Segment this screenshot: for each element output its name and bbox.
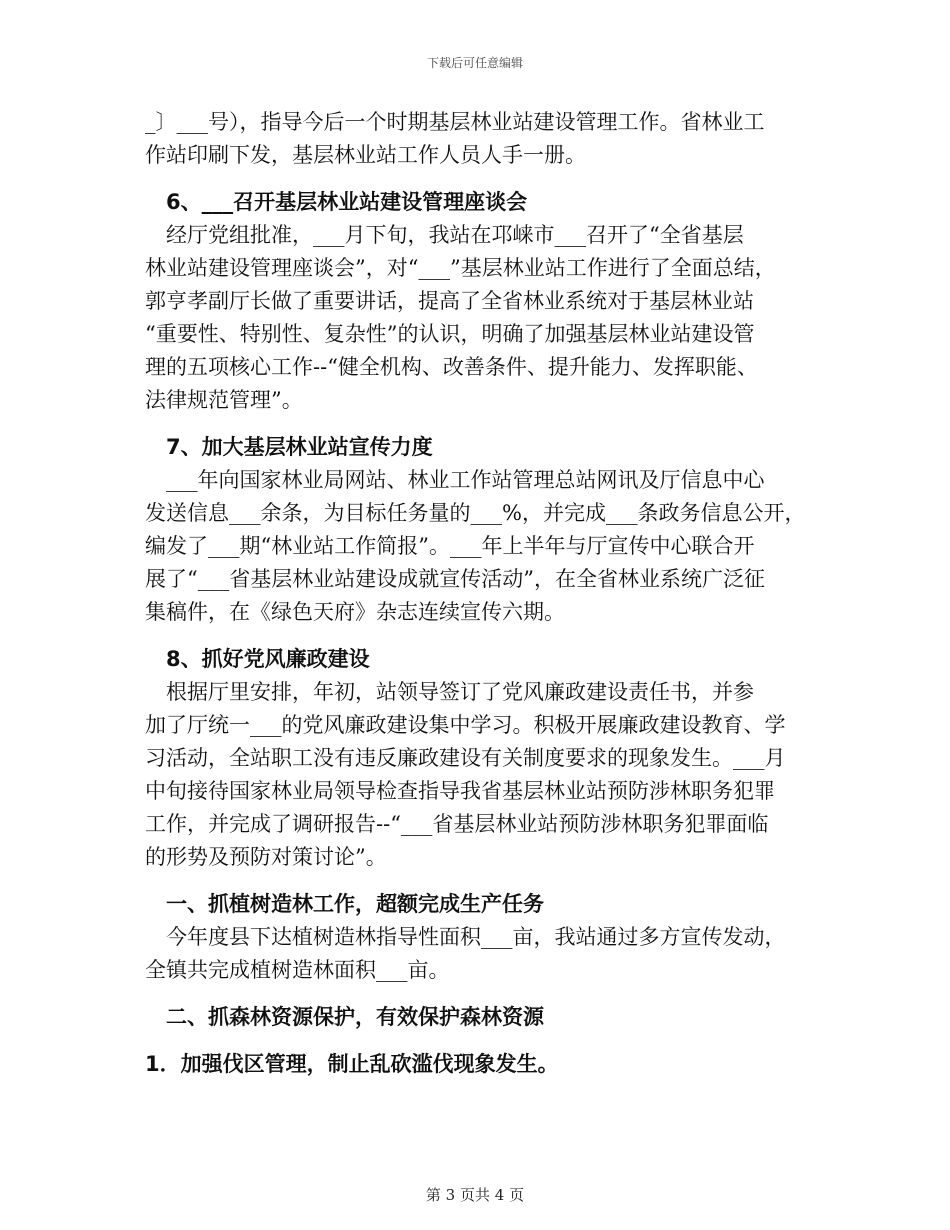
paragraph-line: 今年度县下达植树造林指导性面积___亩，我站通过多方宣传发动， [145, 925, 786, 949]
paragraph-line: 经厅党组批准，___月下旬，我站在邛崃市___召开了“全省基层 [145, 223, 744, 247]
paragraph-line: 习活动，全站职工没有违反廉政建设有关制度要求的现象发生。___月 [145, 746, 786, 770]
section-heading-2: 二、抓森林资源保护，有效保护森林资源 [145, 1005, 544, 1029]
section-heading-7: 7、加大基层林业站宣传力度 [145, 435, 433, 459]
paragraph-line: _〕___号），指导今后一个时期基层林业站建设管理工作。省林业工 [145, 110, 765, 134]
paragraph-line: 郭亨孝副厅长做了重要讲话，提高了全省林业系统对于基层林业站 [145, 289, 754, 313]
paragraph-line: 集稿件，在《绿色天府》杂志连续宣传六期。 [145, 600, 565, 624]
paragraph-line: 发送信息___余条，为目标任务量的___%，并完成___条政务信息公开， [145, 501, 806, 525]
section-heading-6: 6、___召开基层林业站建设管理座谈会 [145, 190, 528, 214]
paragraph-line: 工作，并完成了调研报告--“___省基层林业站预防涉林职务犯罪面临 [145, 812, 769, 836]
paragraph-line: 理的五项核心工作--“健全机构、改善条件、提升能力、发挥职能、 [145, 355, 758, 379]
paragraph-line: 林业站建设管理座谈会”，对“___”基层林业站工作进行了全面总结， [145, 256, 776, 280]
section-heading-8: 8、抓好党风廉政建设 [145, 647, 370, 671]
paragraph-line: 全镇共完成植树造林面积___亩。 [145, 958, 450, 982]
paragraph-line: 作站印刷下发，基层林业站工作人员人手一册。 [145, 143, 586, 167]
document-body [145, 106, 825, 1081]
paragraph-line: 根据厅里安排，年初，站领导签订了党风廉政建设责任书，并参 [145, 680, 754, 704]
paragraph-line: 加了厅统一___的党风廉政建设集中学习。积极开展廉政建设教育、学 [145, 713, 786, 737]
page-footer: 第 3 页共 4 页 [425, 1186, 525, 1204]
subsection-heading-1: 1．加强伐区管理，制止乱砍滥伐现象发生。 [145, 1052, 559, 1076]
paragraph-line: 展了“___省基层林业站建设成就宣传活动”，在全省林业系统广泛征 [145, 567, 765, 591]
paragraph-line: 法律规范管理”。 [145, 388, 303, 412]
page-header: 下载后可任意编辑 [426, 56, 523, 70]
paragraph-line: “重要性、特别性、复杂性”的认识，明确了加强基层林业站建设管 [145, 322, 755, 346]
section-heading-1: 一、抓植树造林工作，超额完成生产任务 [145, 892, 544, 916]
paragraph-line: 的形势及预防对策讨论”。 [145, 845, 387, 869]
paragraph-line: 编发了___期“林业站工作简报”。___年上半年与厅宣传中心联合开 [145, 534, 755, 558]
paragraph-line: ___年向国家林业局网站、林业工作站管理总站网讯及厅信息中心 [145, 468, 765, 492]
paragraph-line: 中旬接待国家林业局领导检查指导我省基层林业站预防涉林职务犯罪 [145, 779, 775, 803]
